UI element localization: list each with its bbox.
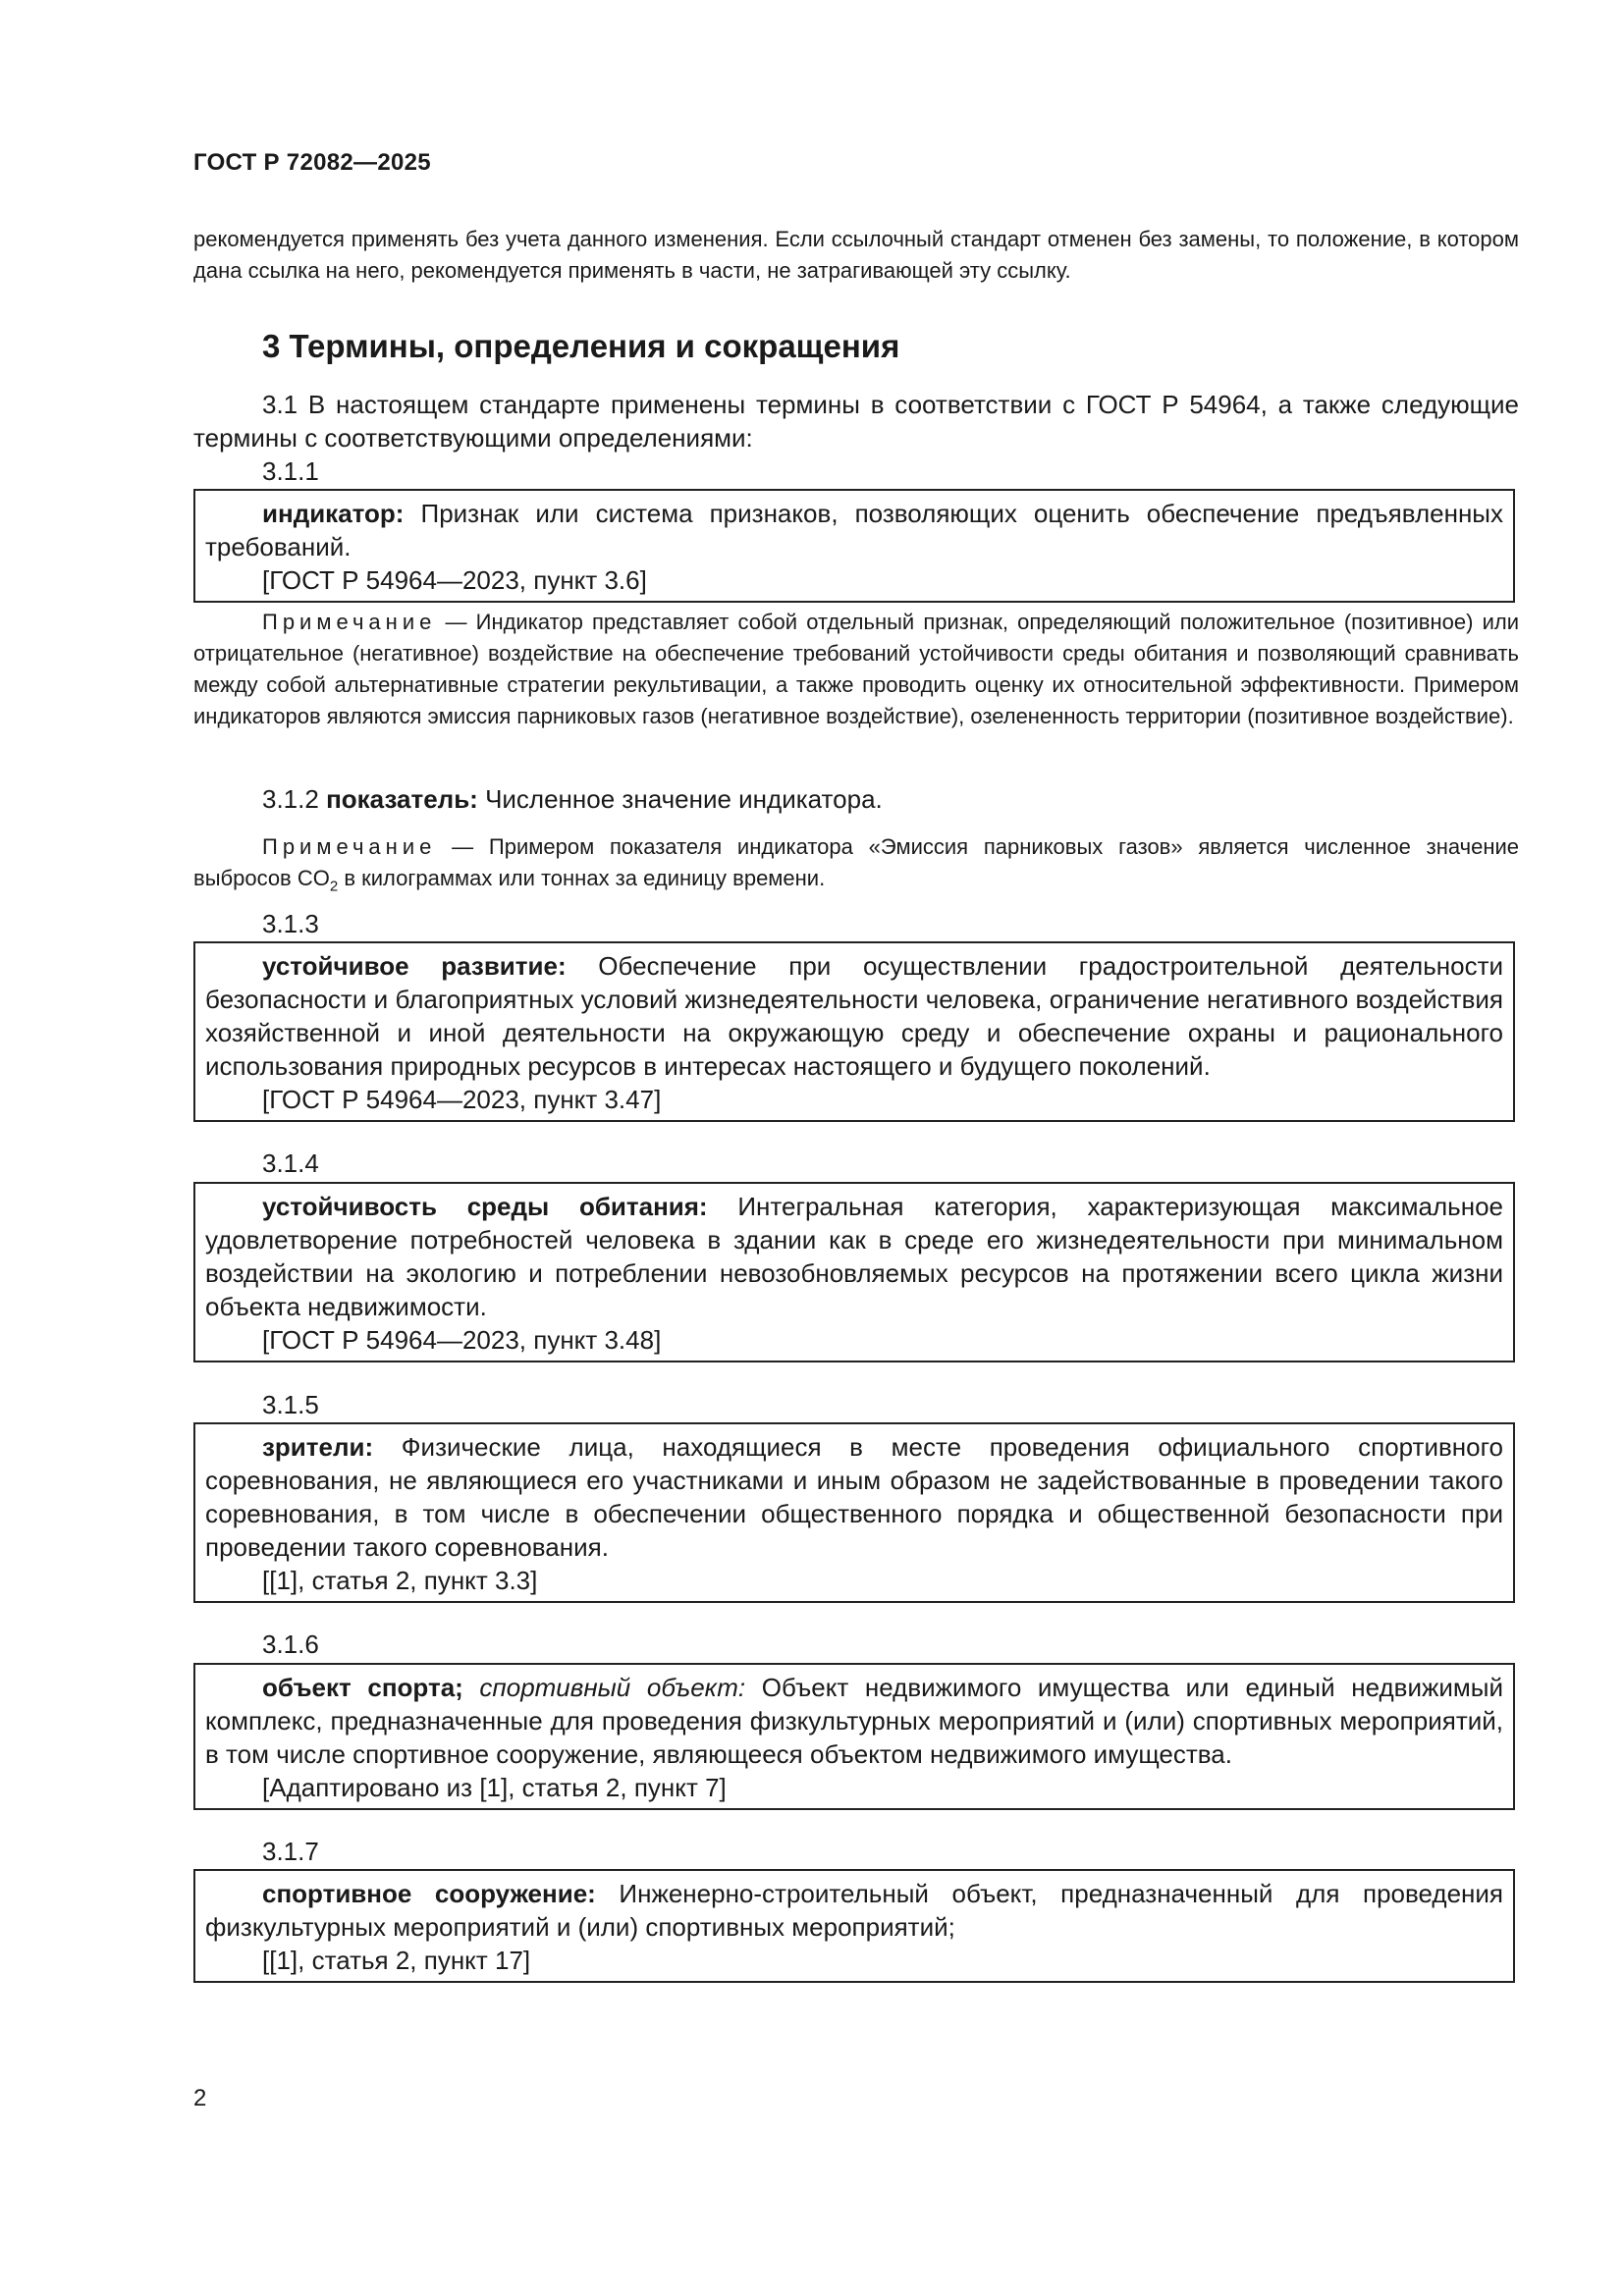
note-label: Примечание (262, 610, 437, 634)
term-definition-text: Инженерно-строительный объект, предназначенный для проведения физкультурных мероприятий и (или) спортивных мероприятий; (205, 1879, 1503, 1942)
document-code: ГОСТ Р 72082—2025 (193, 149, 431, 176)
term-box-3-1-5 (193, 1422, 1515, 1603)
term-source: [Адаптировано из [1], статья 2, пункт 7] (262, 1773, 727, 1802)
term-number-3-1-1: 3.1.1 (262, 456, 319, 486)
intro-paragraph: рекомендуется применять без учета данного изменения. Если ссылочный стандарт отменен без замены, то положение, в котором дана ссылка на него, рекомендуется применять в части, не затрагивающей эту ссылку. (193, 227, 1519, 283)
note-3-1-2 (193, 831, 1519, 902)
term-number-3-1-4: 3.1.4 (262, 1148, 319, 1178)
term-box-3-1-1 (193, 489, 1515, 603)
term-box-3-1-7 (193, 1869, 1515, 1983)
term-definition (205, 1430, 1503, 1564)
term-name: зрители: (262, 1432, 374, 1462)
note-text-a: — Примером показателя индикатора «Эмиссия парниковых газов» является численное значение выбросов CO (193, 834, 1519, 890)
term-name: устойчивость среды обитания: (262, 1192, 708, 1221)
alt-term-name: спортивный объект: (462, 1673, 746, 1702)
term-definition (205, 497, 1503, 563)
term-definition-text: Объект недвижимого имущества или единый недвижимый комплекс, предназначенные для проведения физкультурных мероприятий и (или) спортивных мероприятий, в том числе спортивное сооружение, являющееся объектом недвижимого имущества. (205, 1673, 1503, 1769)
term-number-3-1-5: 3.1.5 (262, 1390, 319, 1419)
term-source: [ГОСТ Р 54964—2023, пункт 3.47] (262, 1085, 662, 1114)
term-definition-text: Обеспечение при осуществлении градостроительной деятельности безопасности и благоприятных условий жизнедеятельности человека, ограничение негативного воздействия хозяйственной и иной деятельности на окружающую среду и обеспечение охраны и рационального использования природных ресурсов в интересах настоящего и будущего поколений. (205, 951, 1504, 1081)
term-definition (205, 1671, 1503, 1771)
term-definition (205, 1190, 1503, 1323)
paragraph-3-1: 3.1 В настоящем стандарте применены термины в соответствии с ГОСТ Р 54964, а также следующие термины с соответствующими определениями: (193, 390, 1519, 453)
term-definition (205, 1877, 1503, 1944)
term-name: устойчивое развитие: (262, 951, 567, 981)
term-number-3-1-2: 3.1.2 (262, 784, 319, 814)
term-box-3-1-3 (193, 941, 1515, 1122)
note-3-1-1 (193, 607, 1519, 732)
term-source: [ГОСТ Р 54964—2023, пункт 3.6] (262, 565, 647, 595)
term-definition-text: Численное значение индикатора. (477, 784, 883, 814)
term-3-1-2 (262, 782, 883, 816)
subscript-2: 2 (329, 878, 339, 895)
note-text: — Индикатор представляет собой отдельный признак, определяющий положительное (позитивное) или отрицательное (негативное) воздействие на обеспечение требований устойчивости среды обитания и позволяющий сравнивать между собой альтернативные стратегии рекультивации, а также проводить оценку их относительной эффективности. Примером индикаторов являются эмиссия парниковых газов (негативное воздействие), озелененность территории (позитивное воздействие). (193, 610, 1519, 728)
term-source: [ГОСТ Р 54964—2023, пункт 3.48] (262, 1325, 662, 1355)
term-definition-text: Признак или система признаков, позволяющих оценить обеспечение предъявленных требований. (205, 499, 1503, 561)
term-name: объект спорта; (262, 1673, 463, 1702)
term-number-3-1-3: 3.1.3 (262, 909, 319, 938)
term-box-3-1-4 (193, 1182, 1515, 1362)
note-label: Примечание (262, 834, 437, 859)
term-definition (205, 949, 1503, 1083)
section-title: 3 Термины, определения и сокращения (262, 328, 900, 364)
page-number: 2 (193, 2085, 207, 2111)
term-definition-text: Интегральная категория, характеризующая максимальное удовлетворение потребностей человека в здании как в среде его жизнедеятельности при минимальном воздействии на экологию и потреблении невозобновляемых ресурсов на протяжении всего цикла жизни объекта недвижимости. (205, 1192, 1503, 1321)
term-source: [[1], статья 2, пункт 3.3] (262, 1566, 538, 1595)
note-text-b: в килограммах или тоннах за единицу времени. (338, 866, 826, 890)
term-name: спортивное сооружение: (262, 1879, 596, 1908)
term-name: индикатор: (262, 499, 405, 528)
term-name: показатель: (326, 784, 478, 814)
term-source: [[1], статья 2, пункт 17] (262, 1946, 531, 1975)
term-number-3-1-7: 3.1.7 (262, 1837, 319, 1866)
term-box-3-1-6 (193, 1663, 1515, 1810)
term-number-3-1-6: 3.1.6 (262, 1629, 319, 1659)
term-definition-text: Физические лица, находящиеся в месте проведения официального спортивного соревнования, не являющиеся его участниками и иным образом не задействованные в проведении такого соревнования, в том числе в обеспечении общественного порядка и общественной безопасности при проведении такого соревнования. (205, 1432, 1503, 1562)
